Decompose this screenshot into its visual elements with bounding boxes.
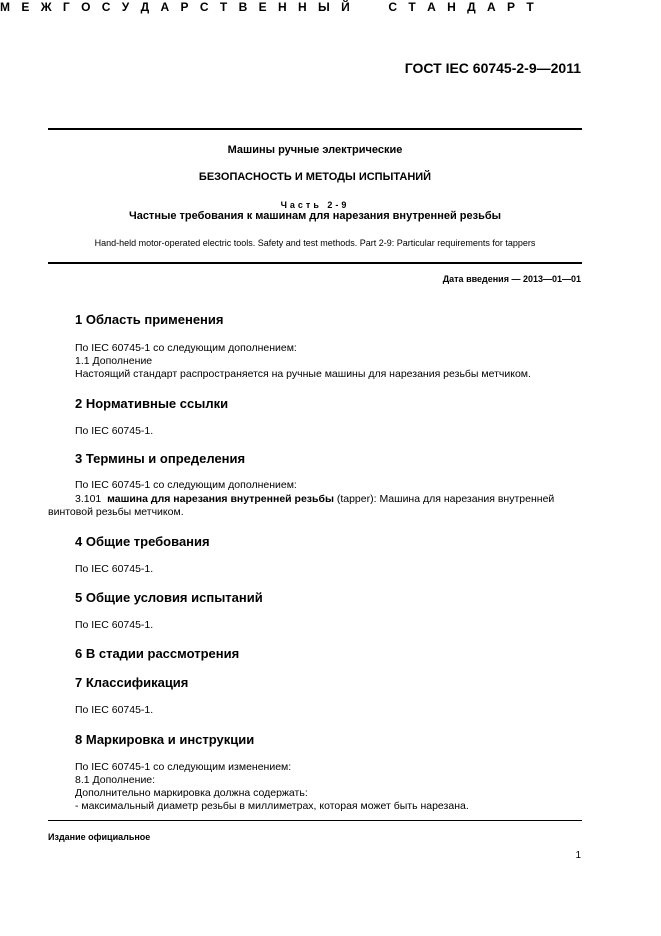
document-code: ГОСТ IEC 60745-2-9—2011 [404,60,581,76]
part-label: Часть 2-9 [280,200,350,210]
term-name: машина для нарезания внутренней резьбы [107,493,334,505]
paragraph: Дополнительно маркировка должна содержать: [75,787,308,799]
banner-letter: Р [507,0,516,14]
banner-letter: С [388,0,398,14]
banner-letter: У [121,0,130,14]
banner-letter: Н [277,0,287,14]
paragraph: Настоящий стандарт распространяется на ручные машины для нарезания резьбы метчиком. [75,368,531,380]
section-heading-normative-references: 2 Нормативные ссылки [75,396,229,411]
banner-letter: Ж [40,0,52,14]
section-heading-general-requirements: 4 Общие требования [75,534,210,549]
banner-letter: Т [219,0,228,14]
term-definition [75,493,554,506]
interstate-standard-banner [0,0,534,14]
banner-letter: Т [526,0,534,14]
banner-letter: А [160,0,170,14]
banner-letter: Г [62,0,70,14]
page-number: 1 [575,850,581,861]
banner-letter: Н [297,0,307,14]
banner-word-gap [361,0,377,14]
official-edition-label: Издание официальное [48,832,151,842]
section-heading-scope: 1 Область применения [75,312,224,327]
paragraph: По IEC 60745-1. [75,704,154,716]
section-heading-under-consideration: 6 В стадии рассмотрения [75,646,240,661]
paragraph: 8.1 Дополнение: [75,774,156,786]
banner-letter: Р [180,0,189,14]
banner-letter: Д [467,0,476,14]
header-rule [48,128,582,130]
banner-letter: С [199,0,209,14]
title-rule [48,262,582,264]
section-heading-classification: 7 Классификация [75,675,189,690]
title-category: Машины ручные электрические [227,144,403,156]
part-title: Частные требования к машинам для нарезания внутренней резьбы [128,210,502,222]
banner-letter: А [427,0,436,14]
paragraph: По IEC 60745-1 со следующим дополнением: [75,342,297,354]
banner-letter: М [0,0,10,14]
term-definition-continued: винтовой резьбы метчиком. [48,506,184,518]
english-title: Hand-held motor-operated electric tools. Safety and test methods. Part 2-9: Particular requirements for tappers [94,238,536,248]
term-text: (tapper): Машина для нарезания внутренней [333,493,555,505]
paragraph: 1.1 Дополнение [75,355,153,367]
footer-rule [48,820,582,821]
banner-letter: Ы [317,0,330,14]
section-heading-marking: 8 Маркировка и инструкции [75,732,255,747]
paragraph: По IEC 60745-1. [75,619,154,631]
banner-letter: Е [258,0,267,14]
banner-letter: С [101,0,111,14]
banner-letter: В [238,0,248,14]
banner-letter: Н [447,0,456,14]
list-item: - максимальный диаметр резьбы в миллиметрах, которая может быть нарезана. [75,800,469,812]
banner-letter: Е [21,0,30,14]
paragraph: По IEC 60745-1. [75,563,154,575]
banner-letter: А [487,0,496,14]
paragraph: По IEC 60745-1. [75,425,154,437]
banner-letter: Т [408,0,416,14]
banner-letter: Д [140,0,150,14]
paragraph: По IEC 60745-1 со следующим дополнением: [75,479,297,491]
introduction-date: Дата введения — 2013—01—01 [442,274,581,284]
title-main: БЕЗОПАСНОСТЬ И МЕТОДЫ ИСПЫТАНИЙ [198,171,432,183]
banner-letter: О [81,0,91,14]
term-number: 3.101 [75,493,102,505]
paragraph: По IEC 60745-1 со следующим изменением: [75,761,292,773]
section-heading-test-conditions: 5 Общие условия испытаний [75,590,263,605]
banner-letter: Й [341,0,350,14]
section-heading-terms: 3 Термины и определения [75,451,246,466]
